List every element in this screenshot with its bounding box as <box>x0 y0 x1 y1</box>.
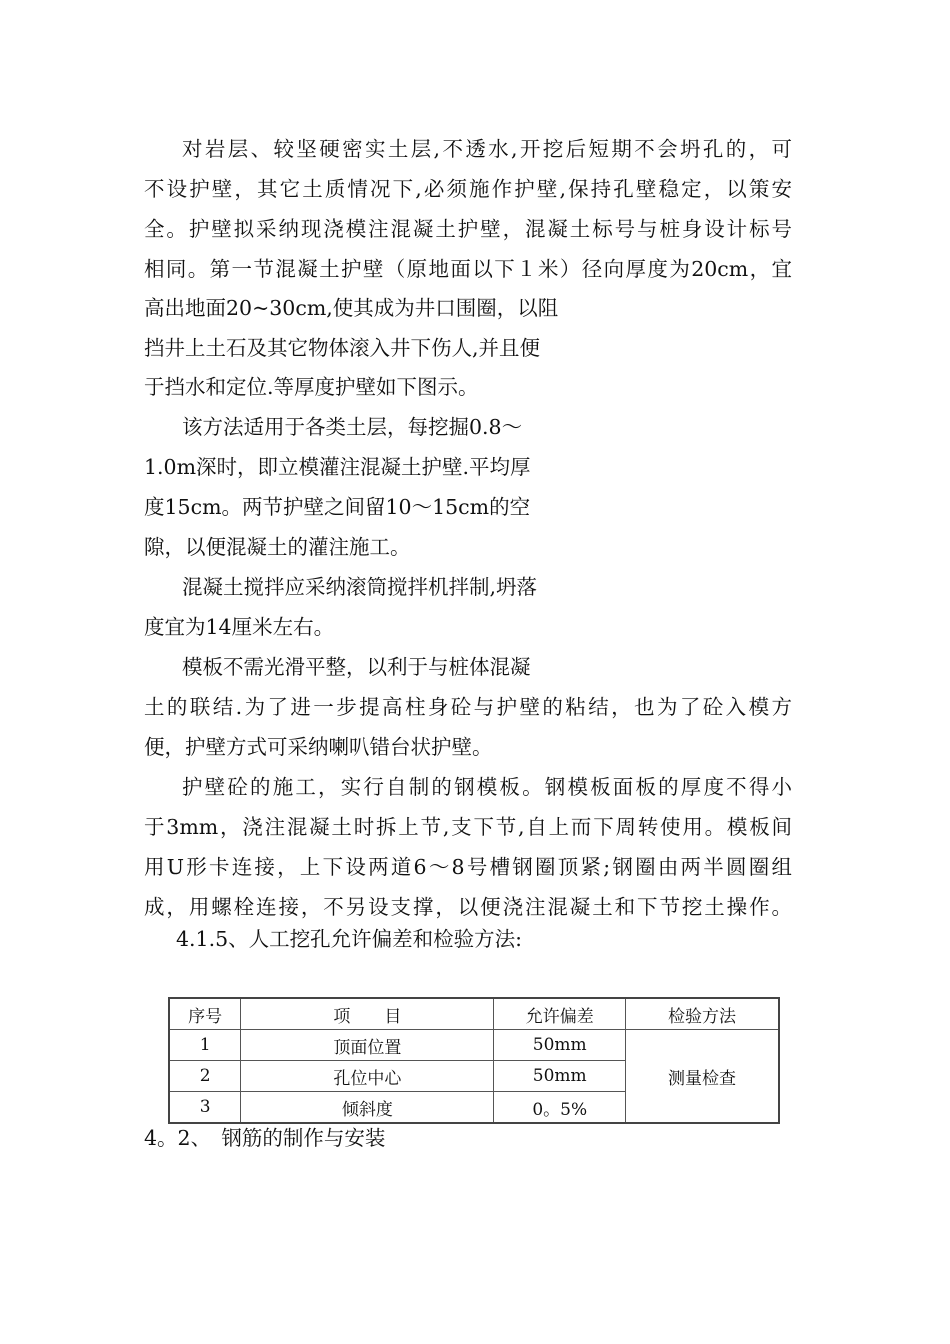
paragraph-line: 度15cm。两节护壁之间留10～15cm的空 <box>144 495 531 519</box>
section-heading: 4。2、 钢筋的制作与安装 <box>144 1126 386 1150</box>
paragraph-line: 高出地面20~30cm,使其成为井口围圈，以阻 <box>144 296 559 320</box>
table-header-cell: 检验方法 <box>626 998 779 1030</box>
table-cell: 1 <box>169 1030 241 1061</box>
table-cell: 0。5% <box>494 1092 626 1124</box>
paragraph-line: 混凝土搅拌应采纳滚筒搅拌机拌制,坍落 <box>182 575 538 599</box>
paragraph-line: 1.0m深时，即立模灌注混凝土护壁.平均厚 <box>144 455 531 479</box>
table-header-cell: 项 目 <box>241 998 494 1030</box>
tolerance-table <box>168 997 780 1124</box>
table-row <box>169 1030 779 1061</box>
paragraph-line: 便，护壁方式可采纳喇叭错台状护壁。 <box>144 735 493 759</box>
section-heading: 4.1.5、人工挖孔允许偏差和检验方法: <box>176 927 523 951</box>
table-header-cell: 序号 <box>169 998 241 1030</box>
table-cell: 3 <box>169 1092 241 1124</box>
paragraph-line: 该方法适用于各类土层，每挖掘0.8～ <box>182 415 523 439</box>
paragraph-line: 度宜为14厘米左右。 <box>144 615 335 639</box>
table-cell: 50mm <box>494 1061 626 1092</box>
paragraph-line: 土的联结.为了进一步提高柱身砼与护壁的粘结，也为了砼入模方 <box>144 695 792 719</box>
table-cell: 50mm <box>494 1030 626 1061</box>
paragraph-line: 隙，以便混凝土的灌注施工。 <box>144 535 411 559</box>
paragraph-line: 用U形卡连接，上下设两道6～8号槽钢圈顶紧;钢圈由两半圆圈组 <box>144 855 792 879</box>
table-cell: 顶面位置 <box>241 1030 494 1061</box>
table-header-row <box>169 998 779 1030</box>
table-cell-method: 测量检查 <box>626 1030 779 1124</box>
paragraph-line: 对岩层、较坚硬密实土层,不透水,开挖后短期不会坍孔的，可 <box>182 137 792 161</box>
paragraph-line: 挡井上土石及其它物体滚入井下伤人,并且便 <box>144 336 541 360</box>
paragraph-line: 模板不需光滑平整，以利于与桩体混凝 <box>182 655 531 679</box>
table-cell: 2 <box>169 1061 241 1092</box>
paragraph-line: 于3mm，浇注混凝土时拆上节,支下节,自上而下周转使用。模板间 <box>144 815 792 839</box>
table-header-cell: 允许偏差 <box>494 998 626 1030</box>
paragraph-line: 相同。第一节混凝土护壁（原地面以下１米）径向厚度为20cm，宜 <box>144 257 792 281</box>
table-cell: 倾斜度 <box>241 1092 494 1124</box>
paragraph-line: 护壁砼的施工，实行自制的钢模板。钢模板面板的厚度不得小 <box>182 775 792 799</box>
paragraph-line: 不设护壁，其它土质情况下,必须施作护壁,保持孔壁稳定，以策安 <box>144 177 792 201</box>
table-cell: 孔位中心 <box>241 1061 494 1092</box>
paragraph-line: 于挡水和定位.等厚度护壁如下图示。 <box>144 375 479 399</box>
paragraph-line: 成，用螺栓连接，不另设支撑，以便浇注混凝土和下节挖土操作。 <box>144 895 792 919</box>
paragraph-line: 全。护壁拟采纳现浇模注混凝土护壁，混凝土标号与桩身设计标号 <box>144 217 792 241</box>
